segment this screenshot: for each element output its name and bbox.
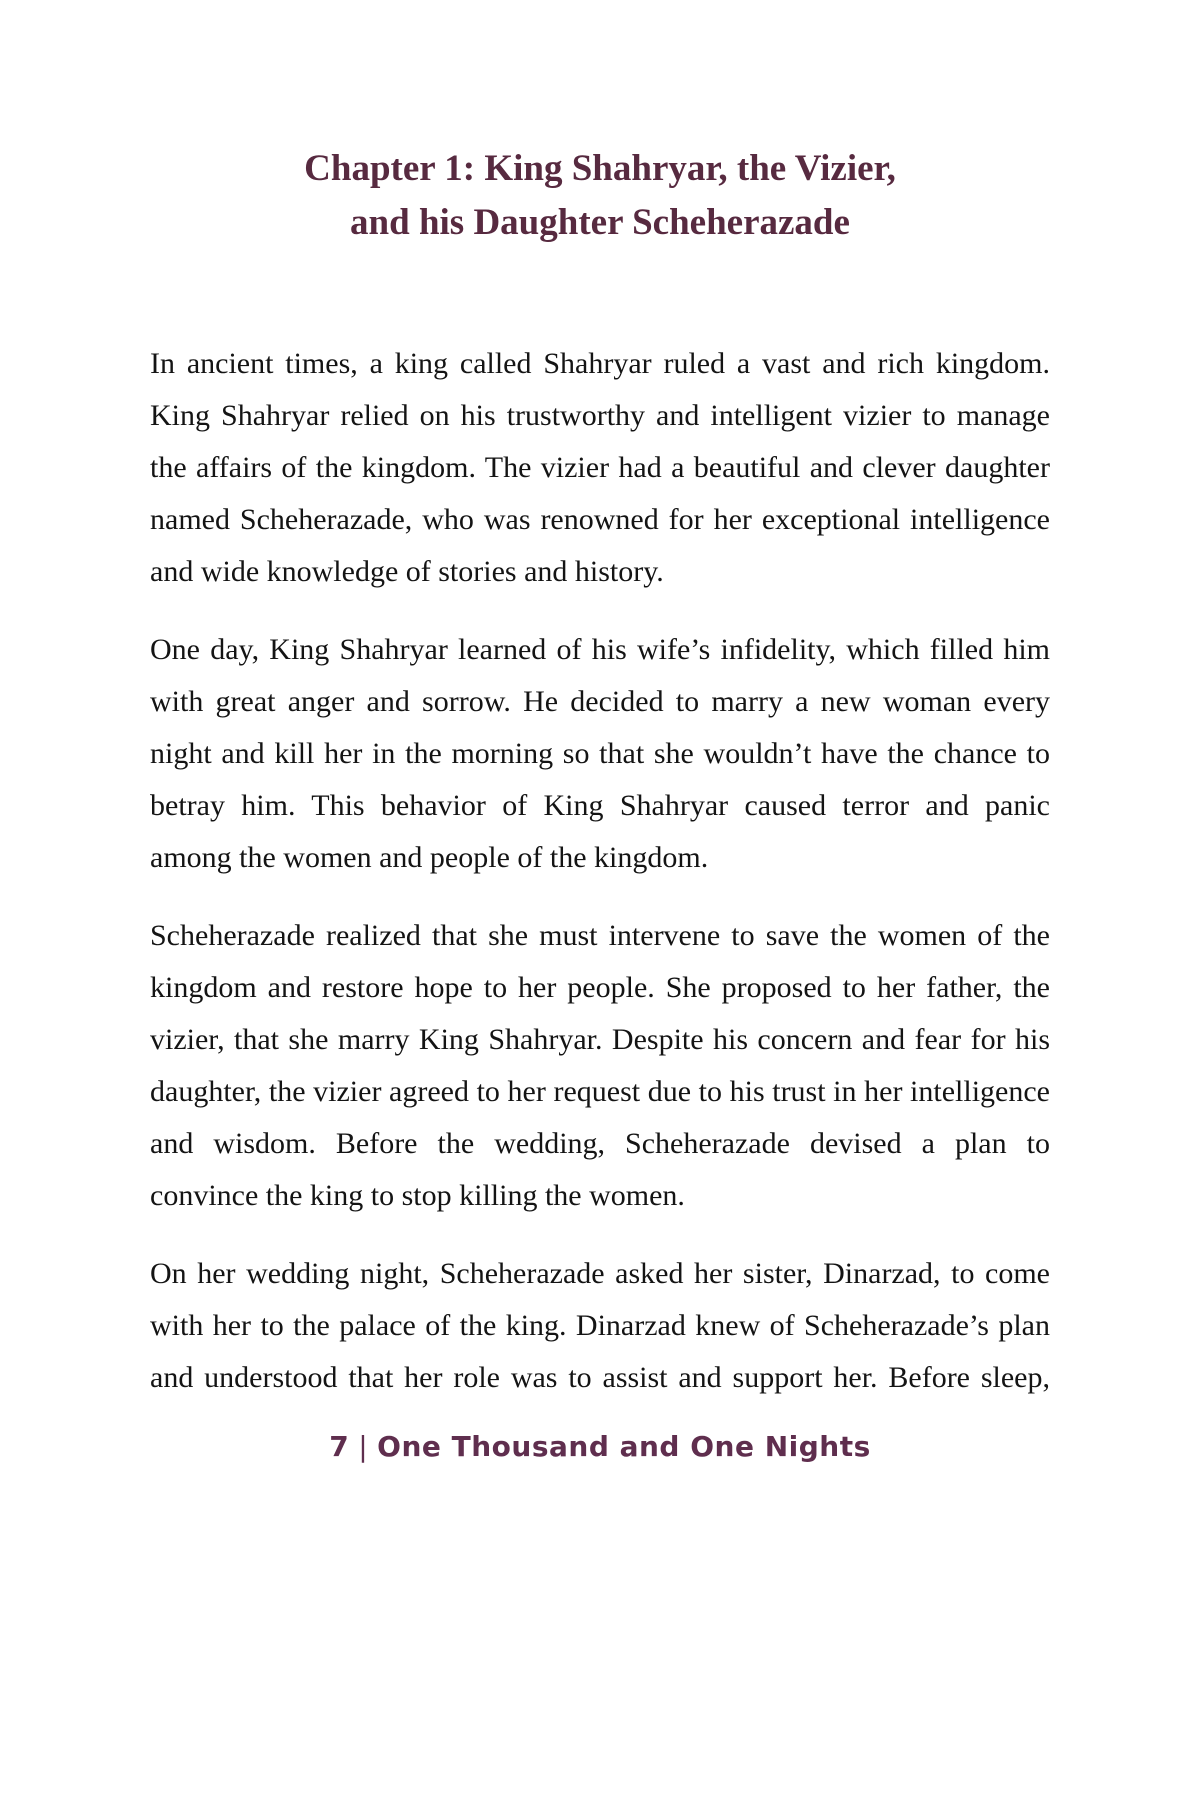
chapter-title-line-1: Chapter 1: King Shahryar, the Vizier, <box>304 148 896 189</box>
paragraph: In ancient times, a king called Shahryar ruled a vast and rich kingdom. King Shahryar relied on his trustworthy and intelligent vizier to manage the affairs of the kingdom. The vizier had a beautiful and clever daughter named Scheherazade, who was renowned for her exceptional intelligence and wide knowledge of stories and history. <box>150 347 1050 588</box>
paragraph: Scheherazade realized that she must intervene to save the women of the kingdom and restore hope to her people. She proposed to her father, the vizier, that she marry King Shahryar. Despite his concern and fear for his daughter, the vizier agreed to her request due to his trust in her intelligence and wisdom. Before the wedding, Scheherazade devised a plan to convince the king to stop killing the women. <box>150 919 1050 1212</box>
page-footer <box>150 1430 1050 1464</box>
paragraphs-container <box>150 338 1050 1404</box>
book-title: One Thousand and One Nights <box>377 1430 871 1463</box>
chapter-title-line-2: and his Daughter Scheherazade <box>350 202 850 243</box>
paragraph: On her wedding night, Scheherazade asked her sister, Dinarzad, to come with her to the palace of the king. Dinarzad knew of Scheherazade’s plan and understood that her role was to assist and support her. Before sleep, <box>150 1257 1050 1394</box>
paragraph: One day, King Shahryar learned of his wife’s infidelity, which filled him with great anger and sorrow. He decided to marry a new woman every night and kill her in the morning so that she wouldn’t have the chance to betray him. This behavior of King Shahryar caused terror and panic among the women and people of the kingdom. <box>150 633 1050 874</box>
chapter-title <box>150 142 1050 250</box>
footer-separator: | <box>358 1430 369 1463</box>
page-number: 7 <box>329 1430 350 1463</box>
